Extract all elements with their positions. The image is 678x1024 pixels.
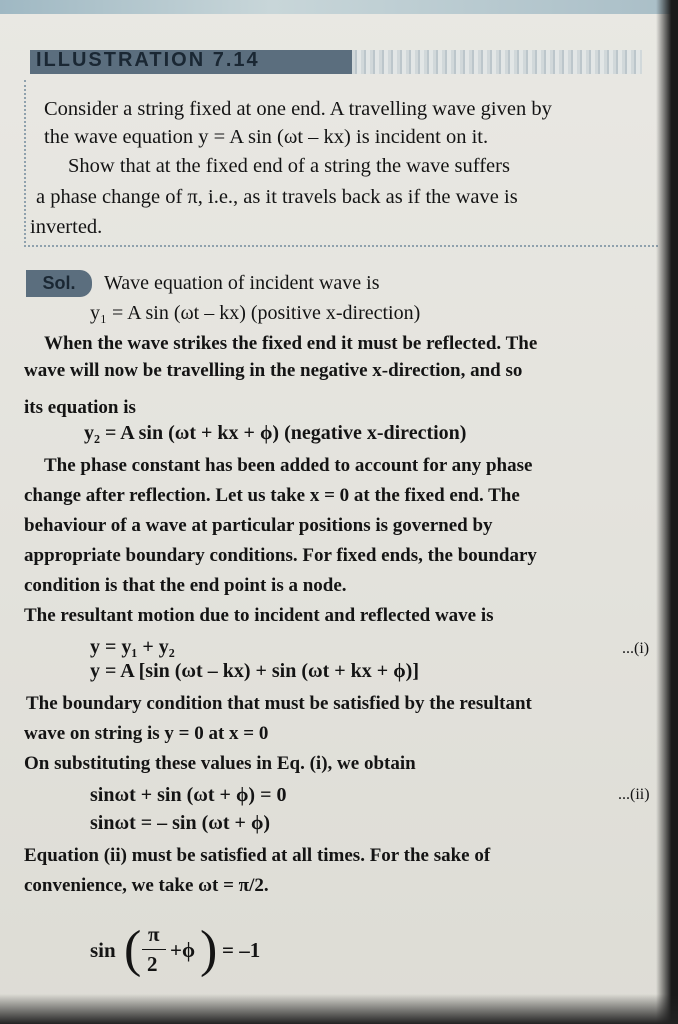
solution-line: wave on string is y = 0 at x = 0 — [24, 723, 269, 744]
solution-line: The resultant motion due to incident and reflected wave is — [24, 605, 494, 626]
sin-prefix: sin — [90, 938, 116, 962]
solution-line: Equation (ii) must be satisfied at all times. For the sake of — [24, 845, 491, 866]
superposition-equation: y = y₁ + y₂ — [90, 636, 175, 658]
problem-line-2: the wave equation y = A sin (ωt – kx) is incident on it. — [44, 126, 489, 148]
solution-line: change after reflection. Let us take x = 0 at the fixed end. The — [24, 485, 520, 506]
page-bottom-shadow — [0, 994, 678, 1024]
solution-line: appropriate boundary conditions. For fixed ends, the boundary — [24, 545, 537, 566]
fraction-bar — [142, 949, 166, 950]
problem-line-1: Consider a string fixed at one end. A travelling wave given by — [44, 98, 552, 120]
reflected-wave-equation: y₂ = A sin (ωt + kx + ϕ) (negative x-direction) — [84, 422, 467, 444]
illustration-banner — [30, 44, 630, 74]
solution-badge: Sol. — [26, 270, 92, 297]
open-paren: ( — [124, 921, 142, 978]
resultant-equation: y = A [sin (ωt – kx) + sin (ωt + kx + ϕ)] — [90, 660, 419, 682]
solution-line: Wave equation of incident wave is — [104, 272, 380, 294]
solution-line: its equation is — [24, 397, 136, 418]
solution-line: condition is that the end point is a node. — [24, 575, 347, 596]
equation-tag-ii: ...(ii) — [618, 786, 650, 803]
solution-line: When the wave strikes the fixed end it must be reflected. The — [44, 333, 538, 354]
solution-line: convenience, we take ωt = π/2. — [24, 875, 269, 896]
page-top-border — [0, 0, 678, 14]
solution-line: behaviour of a wave at particular positions is governed by — [24, 515, 493, 536]
equation-tag-i: ...(i) — [622, 640, 650, 657]
phi-term: +ϕ — [170, 938, 196, 962]
close-paren: ) — [200, 921, 218, 978]
page-edge-shadow — [656, 0, 678, 1024]
equation-result: = –1 — [222, 938, 261, 962]
problem-line-3: Show that at the fixed end of a string the wave suffers — [68, 155, 510, 177]
problem-line-4: a phase change of π, i.e., as it travels back as if the wave is — [36, 186, 518, 208]
solution-line: wave will now be travelling in the negative x-direction, and so — [24, 360, 523, 381]
solution-line: On substituting these values in Eq. (i), we obtain — [24, 753, 416, 774]
solution-line: The boundary condition that must be satisfied by the resultant — [26, 693, 532, 714]
fraction-numerator: π — [148, 922, 160, 946]
incident-wave-equation: y₁ = A sin (ωt – kx) (positive x-direction) — [90, 302, 421, 324]
fraction-denominator: 2 — [147, 952, 158, 976]
illustration-label: ILLUSTRATION 7.14 — [36, 49, 260, 71]
solution-line: The phase constant has been added to account for any phase — [44, 455, 533, 476]
banner-texture — [352, 50, 642, 74]
substituted-equation-2: sinωt = – sin (ωt + ϕ) — [90, 812, 271, 834]
final-equation — [90, 922, 280, 982]
problem-line-5: inverted. — [30, 216, 103, 238]
substituted-equation-1: sinωt + sin (ωt + ϕ) = 0 — [90, 784, 287, 806]
